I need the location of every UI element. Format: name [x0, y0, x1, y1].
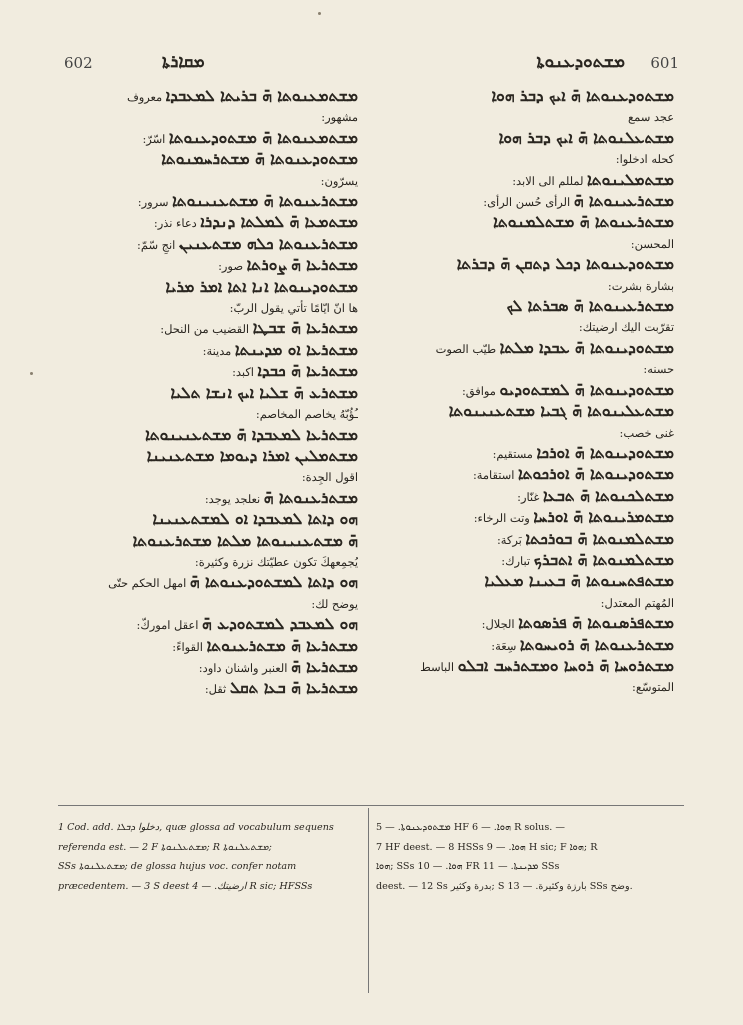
syriac-headword: ܡܫܬܪܘܚܐ ܗ̄ ܪܘܚܐ ܘܡܫܬܪܚܒ ܐܒܠܘ [457, 655, 674, 675]
footnote-line: deest. — 12 Ss بدرة وكثير; S بارزة وكثيرة. — 13 SSs وضح. [376, 880, 633, 892]
lexicon-entry [374, 276, 674, 296]
lexicon-entry [58, 383, 358, 404]
syriac-headword: ܡܫܬܘܕܝܢܘܬܐ ܗ̄ ܐܘܪܟܘܬܐ [518, 464, 674, 484]
syriac-headword: ܡܫܬܪܥܐ ܗ̄ ܡܫܬܪܥܢܘܬܐ [206, 635, 358, 655]
syriac-headword: ܡܫܬܠܡܢܘܬܐ ܗ̄ ܒܘܪܟܬܐ [525, 528, 674, 548]
lexicon-entry [374, 613, 674, 634]
lexicon-entry [58, 212, 358, 233]
arabic-gloss: عجد سمع [628, 110, 674, 125]
syriac-headword: ܡܫܬܪܥܐ ܗ̄ ܟܒܕܐ [257, 361, 358, 381]
lexicon-entry [374, 529, 674, 550]
arabic-gloss: الباسط [420, 659, 455, 674]
lexicon-entry [58, 614, 358, 635]
lexicon-entry [374, 191, 674, 212]
lexicon-entry [374, 234, 674, 254]
lexicon-entry [58, 234, 358, 255]
syriac-headword: ܗܘ ܠܡܥܒܕ ܠܡܫܬܘܕܥ ܗ̄ [202, 614, 358, 634]
syriac-headword: ܡܫܬܪܥܐ ܗ̄ [291, 656, 358, 676]
arabic-gloss: سِعَة: [491, 638, 517, 653]
arabic-gloss: موافق: [461, 383, 496, 398]
arabic-gloss: المحسن: [630, 236, 674, 251]
syriac-headword: ܡܫܬܪܥܢܘܬܐ ܗ̄ ܡܫܬܠܡܢܘܬܐ [493, 212, 674, 232]
lexicon-entry [374, 359, 674, 379]
lexicon-entry [58, 657, 358, 678]
left-running-title: ܡܩܐܪܬܐ [162, 52, 205, 72]
lexicon-entry [58, 277, 358, 298]
lexicon-entry [58, 128, 358, 149]
arabic-gloss: معروف [126, 90, 163, 104]
arabic-gloss: العنبر واشنان داود: [198, 660, 288, 675]
lexicon-entry [374, 128, 674, 149]
lexicon-entry [58, 361, 358, 382]
arabic-gloss: نعلجد يوجد: [204, 491, 261, 506]
syriac-headword: ܗ̄ ܡܫܬܥܢܝܢܘܬܐ ܡܠܬܐ ܡܫܬܪܥܢܘܬܐ [132, 530, 358, 550]
lexicon-entry [374, 380, 674, 401]
lexicon-entry [374, 486, 674, 507]
arabic-gloss: الرأى حُسن الرأى: [483, 195, 571, 210]
footnotes-right [376, 818, 676, 896]
syriac-headword: ܡܫܬܪܥܐ ܗ̄ ܨܘܪܬܐ [246, 255, 358, 275]
lexicon-entry [58, 425, 358, 446]
arabic-gloss: اعقل اموركّ: [136, 618, 199, 633]
right-column-entries [374, 86, 674, 698]
arabic-gloss: غنى خصب: [619, 425, 674, 440]
lexicon-entry [58, 531, 358, 552]
arabic-gloss: مدينة: [202, 343, 232, 358]
lexicon-entry [58, 149, 358, 170]
arabic-gloss: يُجمِعهكَ تكون عطيّتك نزرة وكثيرة: [194, 554, 358, 569]
footnote-separator [58, 805, 684, 806]
syriac-headword: ܡܫܬܥܠܢܘܬܐ ܗ̄ ܐܝܟ ܕܒܪ ܗܘܐ [498, 127, 674, 147]
arabic-gloss: تبارك: [501, 553, 531, 568]
arabic-gloss: مشهور: [321, 110, 358, 125]
lexicon-entry [58, 467, 358, 487]
lexicon-entry [58, 86, 358, 107]
arabic-gloss: تقرّبت اليك ارضيتك: [578, 320, 674, 335]
arabic-gloss: المُهتم المعتدل: [600, 595, 674, 610]
right-page-number: 601 [650, 54, 679, 72]
arabic-gloss: ها انّ ايّامًا تأتي يقول الربّ: [229, 301, 358, 316]
lexicon-entry [58, 171, 358, 191]
page-header [60, 48, 683, 78]
lexicon-entry [58, 255, 358, 276]
footnote-line: ܗܘܐ; SSs ܗܘܐ. — 10 FR ܡܕܝܢܬܐ. — 11 SSs [376, 861, 560, 872]
arabic-gloss: كحله ادخلوا: [615, 152, 674, 167]
lexicon-entry [374, 677, 674, 697]
lexicon-entry [58, 446, 358, 467]
arabic-gloss: امهل الحكم حتّى [108, 576, 187, 591]
lexicon-entry [58, 552, 358, 572]
right-running-title: ܡܫܬܘܕܥܢܘܬܐ [536, 52, 625, 72]
arabic-gloss: حسنه: [643, 362, 674, 377]
lexicon-entry [374, 571, 674, 592]
arabic-gloss: الجلال: [481, 617, 515, 632]
syriac-headword: ܡܫܬܡܠܝܢ ܐܡܪܐ ܕܝܘܡܐ ܡܫܬܥܢܝܢܐ [146, 445, 358, 465]
lexicon-entry [374, 296, 674, 317]
lexicon-entry [58, 318, 358, 339]
lexicon-entry [374, 423, 674, 443]
footnote-line: ܡܫܬܘܕܥܢܘܬܐ. — 5 HF ܗܘܐ. — 6 R solus. — [376, 822, 565, 833]
footnote-line: 7 HF deest. — 8 HSSs ܗܘܐ. — 9 H sic; F ܗܘܐ; R [376, 841, 598, 853]
syriac-headword: ܡܫܬܡܠܝܢܘܬܐ [587, 169, 674, 189]
footnotes-left [58, 818, 358, 896]
syriac-headword: ܡܫܬܪܥܐ ܐܘ ܡܕܝܢܬܐ [234, 339, 358, 359]
syriac-headword: ܡܫܬܦܪܣܢܘܬܐ ܗ̄ ܦܪܣܘܬܐ [518, 613, 674, 633]
lexicon-entry [374, 401, 674, 422]
footnote-line: 1 Cod. add. دخلوا ܕܒܠܐ, quæ glossa ad vocabulum sequens [58, 822, 334, 833]
lexicon-entry [58, 509, 358, 530]
arabic-gloss: استقامة: [472, 468, 515, 483]
lexicon-entry [58, 340, 358, 361]
arabic-gloss: القضيب من النحل: [160, 322, 250, 337]
lexicon-entry [58, 191, 358, 212]
lexicon-entry [374, 212, 674, 233]
arabic-gloss: لمللم الى الابد: [512, 173, 584, 188]
syriac-headword: ܡܫܬܪܥܢܘܬܐ ܗ̄ ܪܘܝܚܘܬܐ [519, 634, 674, 654]
lexicon-entry [374, 507, 674, 528]
arabic-gloss: دعاء نذر: [153, 216, 197, 231]
paper-speck [318, 12, 321, 15]
syriac-headword: ܡܫܬܡܥܢܘܬܐ ܗ̄ ܡܫܬܘܕܥܢܘܬܐ [168, 127, 358, 147]
arabic-gloss: بَركة: [496, 532, 522, 547]
arabic-gloss: صور: [218, 259, 243, 274]
syriac-headword: ܡܫܬܥܠܝܢܘܬܐ ܗ̄ ܓܒܝܐ ܡܫܬܥܢܝܢܘܬܐ [448, 401, 674, 421]
syriac-headword: ܡܫܬܠܡܢܘܬܐ ܗ̄ ܐܬܒܪܟ [533, 549, 674, 569]
lexicon-entry [58, 404, 358, 424]
arabic-gloss: المتوسّع: [632, 680, 674, 695]
syriac-headword: ܡܫܬܪܥܝܢܘܬܐ ܗ̄ ܣܒܪܬܐ ܠܟ [506, 296, 674, 316]
left-column-entries [58, 86, 358, 700]
syriac-headword: ܡܫܬܘܕܥܢܘܬܐ ܗ̄ ܡܫܬܪܚܡܢܘܬܐ [161, 149, 358, 169]
syriac-headword: ܡܫܬܪܥܐ ܠܡܥܒܕܐ ܗ̄ ܡܫܬܥܢܝܢܘܬܐ [145, 424, 358, 444]
syriac-headword: ܗܘ ܕܐܬܐ ܠܡܥܒܕܐ ܐܘ ܠܡܫܬܥܢܝܢܐ [152, 509, 358, 529]
lexicon-entry [374, 635, 674, 656]
arabic-gloss: وتت الرخاء: [473, 511, 530, 526]
arabic-gloss: ـُؤُبّهُ يخاصم المخاصم: [255, 407, 358, 422]
lexicon-entry [58, 488, 358, 509]
footnote-column-divider [368, 808, 369, 993]
arabic-gloss: سرور: [137, 195, 169, 210]
footnote-line: præcedentem. — 3 S deest ارضيتك. — 4 R sic; HFSSs [58, 880, 313, 892]
lexicon-entry [374, 170, 674, 191]
lexicon-entry [374, 107, 674, 127]
lexicon-entry [58, 572, 358, 593]
lexicon-entry [58, 298, 358, 318]
syriac-headword: ܡܫܬܪܥܐ ܗ̄ ܒܥܐ ܬܩܠ [229, 678, 358, 698]
syriac-headword: ܡܫܬܘܕܥܢܘܬܐ ܕܟܠ ܕܬܩܢ ܗ̄ ܕܒܪܬܐ [456, 254, 674, 274]
arabic-gloss: اكبد: [232, 365, 254, 380]
left-page-number: 602 [64, 54, 93, 72]
lexicon-entry [374, 593, 674, 613]
lexicon-entry [374, 317, 674, 337]
lexicon-entry [374, 550, 674, 571]
lexicon-entry [374, 254, 674, 275]
paper-speck [30, 372, 33, 375]
syriac-headword: ܡܫܬܪܥܢܘܬܐ ܟܠܗ ܡܫܬܥܢܝܢ [178, 233, 358, 253]
lexicon-entry [374, 86, 674, 107]
lexicon-entry [374, 656, 674, 677]
arabic-gloss: اقول الجِدة: [301, 470, 358, 485]
arabic-gloss: ثقل: [204, 682, 227, 697]
syriac-headword: ܡܫܬܠܟܢܘܬܐ ܗ̄ ܬܒܥܐ [542, 485, 674, 505]
lexicon-entry [58, 678, 358, 699]
syriac-headword: ܡܫܬܘܕܥܢܘܬܐ ܗ̄ ܐܝܟ ܕܒܪ ܗܘܐ [491, 86, 674, 105]
lexicon-entry [374, 464, 674, 485]
lexicon-entry [374, 149, 674, 169]
syriac-headword: ܡܫܬܘܕܝܢܘܬܐ ܗ̄ ܥܒܕܐ ܡܠܬܐ [499, 337, 674, 357]
footnote-line: referenda est. — 2 F ܡܫܬܥܠܢܘܬܐ; R ܡܫܬܥܠܢܘܬܐ; [58, 841, 272, 853]
lexicon-entry [58, 594, 358, 614]
arabic-gloss: غنّار: [517, 489, 540, 504]
syriac-headword: ܡܫܬܡܥܐ ܗ̄ ܠܡܠܬܐ ܕܢܕܪܐ [200, 212, 358, 232]
arabic-gloss: طيّب الصوت [435, 341, 497, 356]
arabic-gloss: بشارة بشرت: [607, 278, 674, 293]
footnote-line: SSs ܡܫܬܥܠܢܘܬܐ; de glossa hujus voc. confer notam [58, 861, 297, 872]
syriac-headword: ܡܫܬܡܥܢܘܬܐ ܗ̄ ܒܪܝܬܐ ܠܡܥܒܕܐ [165, 86, 358, 105]
syriac-headword: ܡܫܬܘܕܝܢܘܬܐ ܗ̄ ܠܡܫܬܘܕܝܘ [499, 379, 674, 399]
syriac-headword: ܡܫܬܦܬܚܢܘܬܐ ܗ̄ ܒܥܝܢܐ ܡܥܠܝܐ [484, 571, 674, 591]
lexicon-entry [374, 338, 674, 359]
syriac-headword: ܡܫܬܪܥ ܗ̄ ܫܠܝܐ ܐܝܟ ܐܢܫܐ ܬܠܝܐ [170, 382, 358, 402]
lexicon-entry [58, 107, 358, 127]
syriac-headword: ܡܫܬܪܥܝܢܘܬܐ ܗ̄ [573, 191, 674, 211]
syriac-headword: ܡܫܬܪܥܐ ܗ̄ ܫܒܛܐ [252, 318, 358, 338]
syriac-headword: ܡܫܬܘܕܝܢܘܬܐ ܗ̄ ܐܘܪܟܐ [536, 442, 674, 462]
arabic-gloss: انجِ سّمّ: [137, 237, 176, 252]
syriac-headword: ܡܫܬܡܪܝܢܘܬܐ ܗ̄ ܐܘܪܚܐ [533, 507, 674, 527]
lexicon-entry [374, 443, 674, 464]
syriac-headword: ܡܫܬܪܥܢܘܬܐ ܗ̄ [263, 487, 358, 507]
arabic-gloss: مستقيم: [492, 446, 533, 461]
syriac-headword: ܡܫܬܘܕܝܢܘܬܐ ܐܢܐ ܐܬܐ ܐܡܪ ܡܪܝܐ [165, 276, 358, 296]
arabic-gloss: اسّرّ: [142, 131, 166, 146]
syriac-headword: ܗܘ ܕܐܬܐ ܠܡܫܬܘܕܥܢܘܬܐ ܗ̄ [189, 572, 358, 592]
arabic-gloss: القواءً: [172, 639, 203, 654]
arabic-gloss: يسرّون: [320, 173, 358, 188]
arabic-gloss: يوضح لك: [311, 596, 358, 611]
syriac-headword: ܡܫܬܪܥܢܘܬܐ ܗ̄ ܡܫܬܥܢܝܢܘܬܐ [172, 191, 358, 211]
lexicon-entry [58, 636, 358, 657]
